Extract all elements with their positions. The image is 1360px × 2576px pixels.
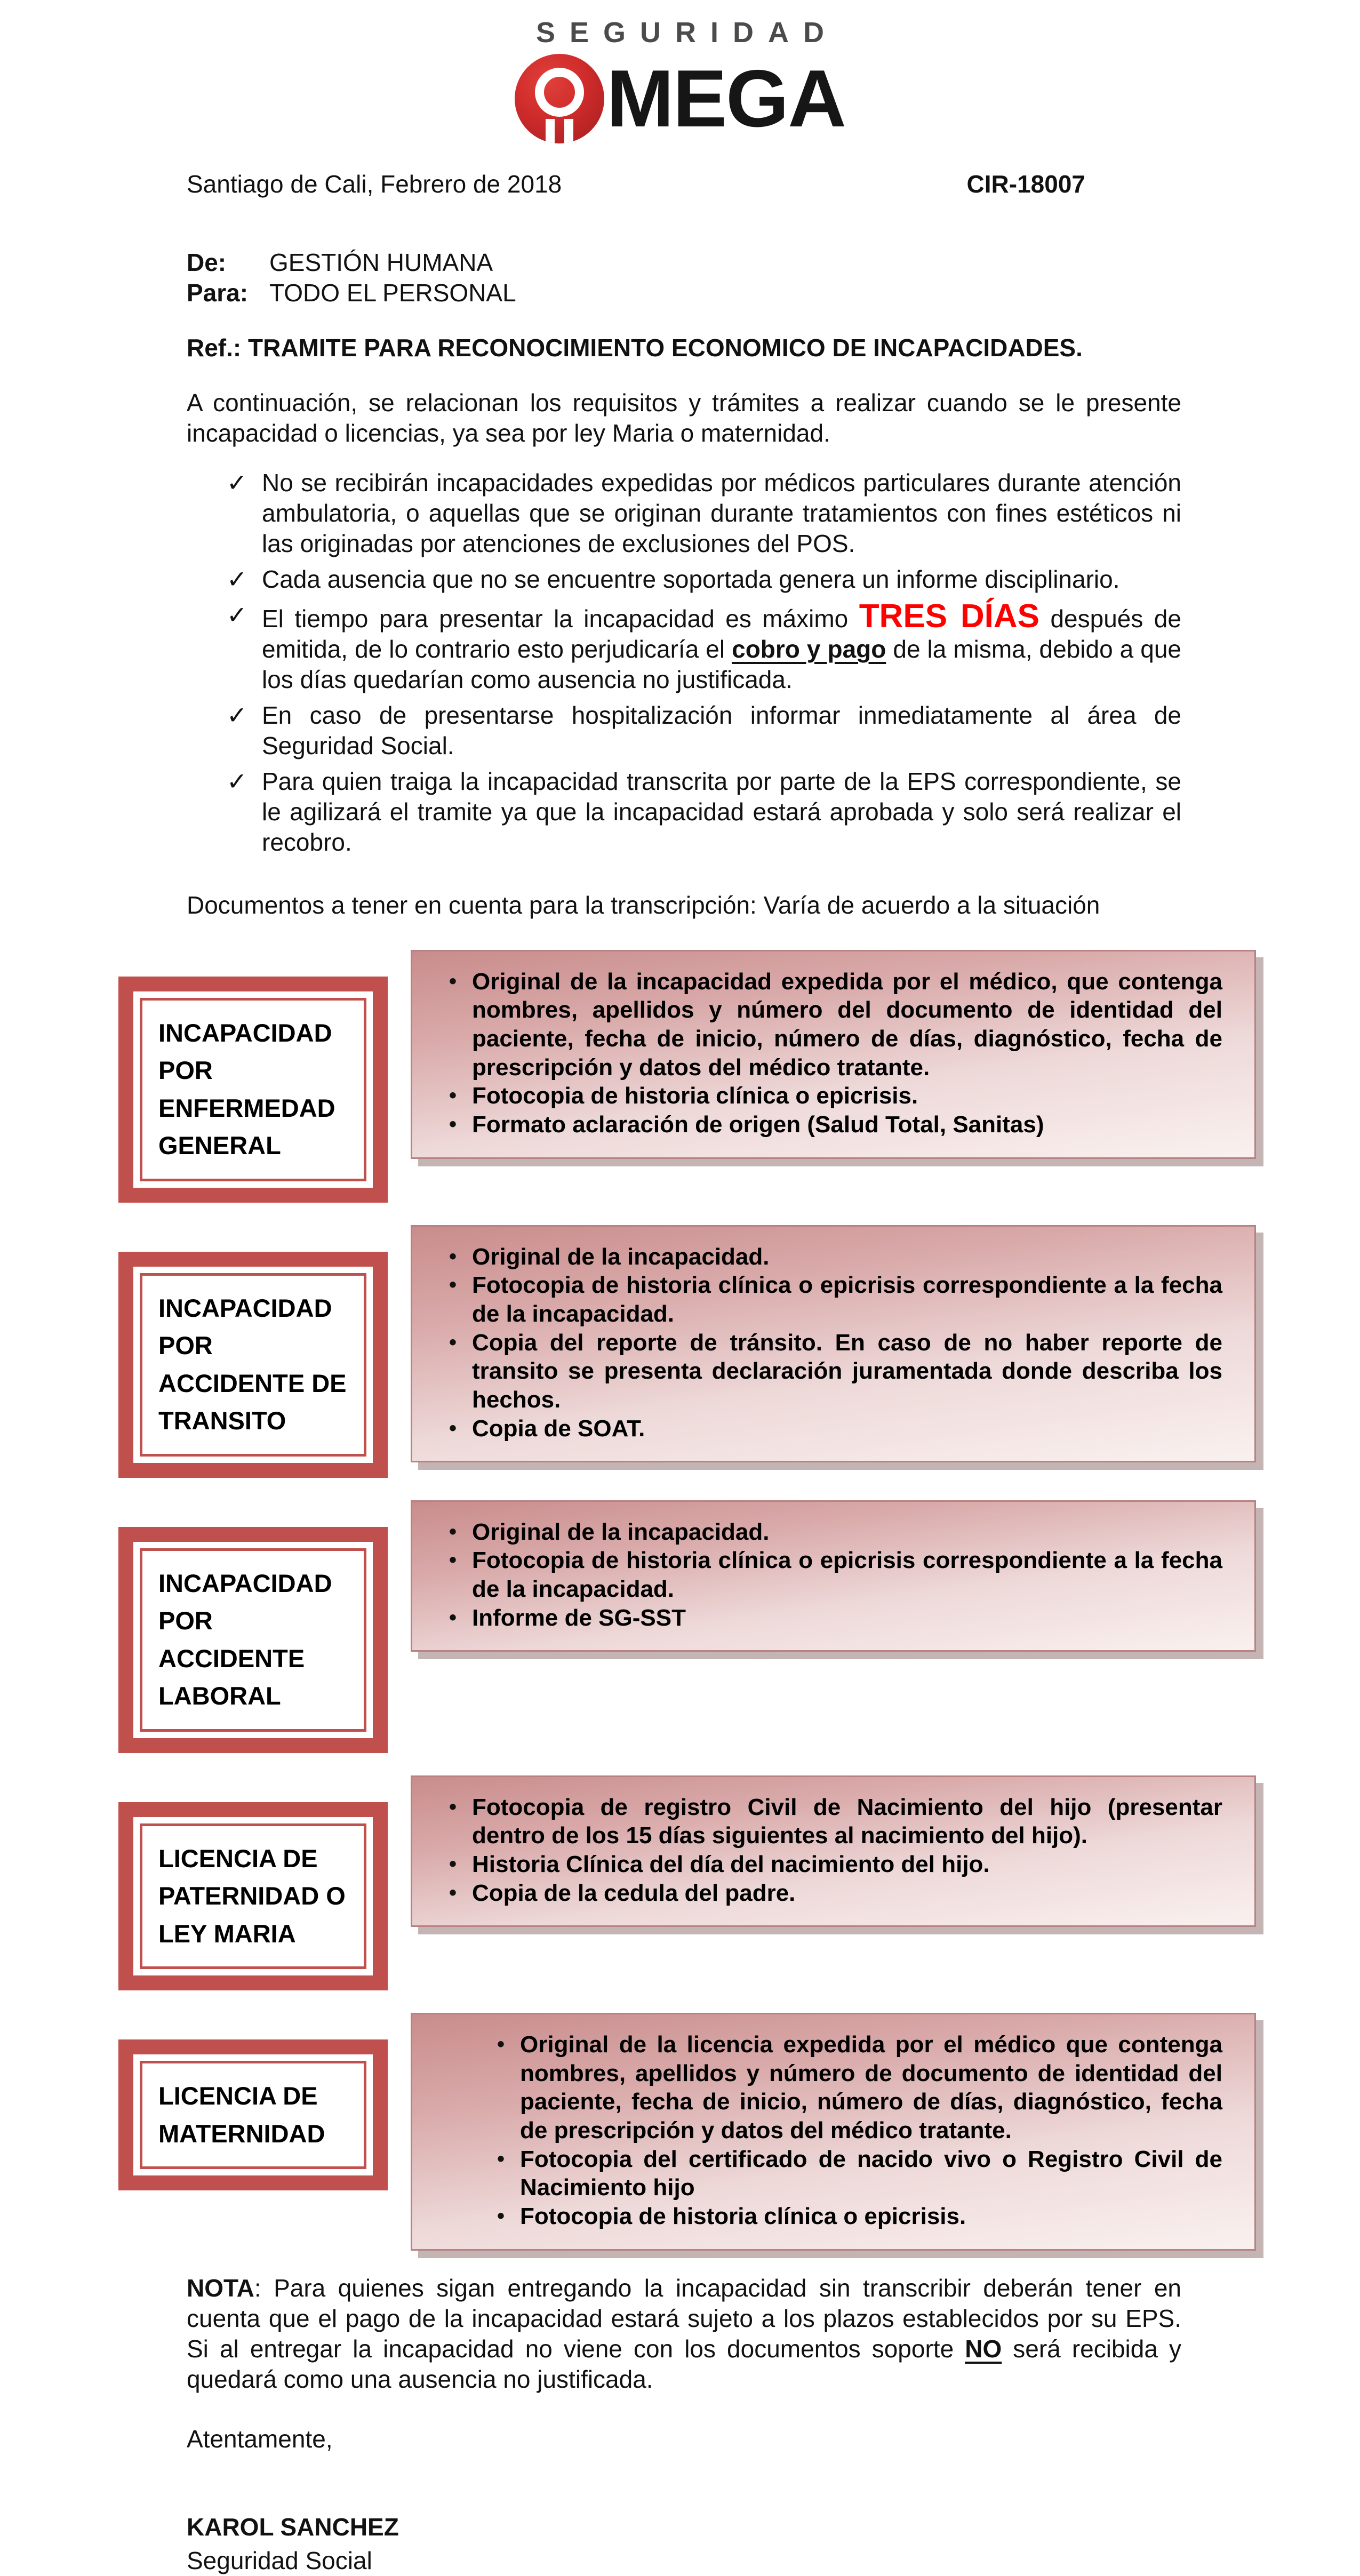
bullet-item (412, 2030, 1222, 2145)
checklist-item-segment: después de emitida, de lo contrario esto perjudicaría el (262, 605, 1181, 663)
checklist-item-segment: de la misma, debido a que los días quedarían como ausencia no justificada. (262, 635, 1182, 694)
checklist-item-text: No se recibirán incapacidades expedidas por médicos particulares durante atención ambulatoria, o aquellas que se originan durante tratamientos con fines estéticos ni las originadas por atenciones de exclusiones del POS. (262, 469, 1181, 558)
bullet-text: Copia de SOAT. (472, 1415, 645, 1442)
bullet-text: Copia de la cedula del padre. (472, 1879, 796, 1906)
bullet-dot-icon: • (449, 969, 457, 993)
section-row (118, 1775, 1360, 1991)
bullet-dot-icon: • (449, 1273, 457, 1297)
checklist-item-text: En caso de presentarse hospitalización informar inmediatamente al área de Seguridad Social. (262, 701, 1181, 760)
bullet-text: Historia Clínica del día del nacimiento del hijo. (472, 1851, 990, 1877)
bullet-item (412, 1414, 1222, 1443)
closing-line: Atentamente, (187, 2425, 333, 2453)
to-row (187, 278, 1181, 308)
section-row (118, 1500, 1360, 1753)
checklist-item-text: Para quien traiga la incapacidad transcrita por parte de la EPS correspondiente, se le agilizará el tramite ya que la incapacidad estará aprobada y solo será realizar el recobro. (262, 767, 1181, 857)
date-row (187, 169, 1181, 199)
bullet-item (412, 1879, 1222, 1908)
checklist-item-text (262, 600, 1181, 695)
requirements-box (411, 1775, 1256, 1927)
bullet-item (412, 1546, 1222, 1603)
checklist-item-segment: El tiempo para presentar la incapacidad es máximo (262, 605, 859, 633)
date-line: Santiago de Cali, Febrero de 2018 (187, 170, 562, 198)
three-days-highlight: TRES DÍAS (859, 598, 1040, 635)
bullet-text: Informe de SG-SST (472, 1604, 686, 1631)
from-value: GESTIÓN HUMANA (269, 248, 493, 276)
requirements-box (411, 1500, 1256, 1652)
brand-wordmark-bottom: MEGA (606, 53, 845, 144)
requirements-checklist (187, 468, 1181, 858)
reference-line: Ref.: TRAMITE PARA RECONOCIMIENTO ECONOMICO DE INCAPACIDADES. (187, 334, 1083, 362)
section-row (118, 950, 1360, 1203)
omega-leg-shape (546, 119, 555, 143)
checkmark-icon: ✓ (227, 601, 247, 629)
bullet-dot-icon: • (449, 1852, 457, 1876)
bullet-text: Fotocopia de historia clínica o epicrisis. (472, 1083, 918, 1109)
bullet-dot-icon: • (449, 1519, 457, 1543)
bullet-item (412, 1243, 1222, 1271)
section-row (118, 2013, 1360, 2251)
bullet-dot-icon: • (449, 1084, 457, 1108)
nota-paragraph (187, 2273, 1181, 2395)
signature-name: KAROL SANCHEZ (187, 2513, 399, 2541)
requirements-box (411, 950, 1256, 1159)
bullet-text: Copia del reporte de tránsito. En caso de no haber reporte de transito se presenta declaración juramentada donde describa los hechos. (472, 1329, 1222, 1413)
checklist-item (227, 564, 1181, 595)
category-sections (0, 950, 1360, 2251)
omega-leg-shape (564, 119, 573, 143)
category-label-box (118, 1252, 388, 1478)
documents-note: Documentos a tener en cuenta para la transcripción: Varía de acuerdo a la situación (187, 891, 1100, 919)
bullet-item (412, 2145, 1222, 2202)
bullet-dot-icon: • (449, 1795, 457, 1819)
bullet-text: Original de la incapacidad. (472, 1518, 770, 1545)
from-row (187, 247, 1181, 278)
requirements-box (411, 1225, 1256, 1463)
circular-number: CIR-18007 (966, 170, 1085, 198)
bullet-item (412, 1110, 1222, 1139)
cobro-pago-emphasis: cobro y pago (732, 635, 886, 663)
bullet-item (412, 1271, 1222, 1328)
bullet-text: Fotocopia de registro Civil de Nacimiento del hijo (presentar dentro de los 15 días siguientes al nacimiento del hijo). (472, 1794, 1222, 1849)
meta-block (187, 247, 1181, 308)
omega-ring-shape (535, 68, 584, 117)
category-label-box (118, 1527, 388, 1753)
bullet-item (412, 2202, 1222, 2231)
bullet-dot-icon: • (449, 1548, 457, 1572)
category-title: INCAPACIDAD POR ACCIDENTE DE TRANSITO (158, 1293, 347, 1435)
category-label-box (118, 1802, 388, 1991)
bullet-dot-icon: • (449, 1244, 457, 1268)
company-logo (515, 15, 845, 143)
bullet-dot-icon: • (449, 1416, 457, 1440)
signature-title: Seguridad Social (187, 2546, 372, 2574)
omega-icon (515, 54, 604, 143)
bullet-text: Original de la licencia expedida por el médico que contenga nombres, apellidos y número de documento de identidad del paciente, fecha de inicio, número de días, diagnóstico, fecha de prescripción y datos del médico tratante. (520, 2031, 1222, 2144)
to-value: TODO EL PERSONAL (269, 279, 516, 307)
bullet-item (412, 1604, 1222, 1633)
category-title: INCAPACIDAD POR ACCIDENTE LABORAL (158, 1569, 332, 1710)
nota-segment: : Para quienes sigan entregando la incapacidad sin transcribir deberán tener en cuenta que el pago de la incapacidad estará sujeto a los plazos establecidos por su EPS. Si al entregar la incapacidad no viene con los documentos soporte (187, 2274, 1181, 2363)
bullet-text: Fotocopia de historia clínica o epicrisis. (520, 2203, 966, 2230)
bullet-dot-icon: • (449, 1112, 457, 1136)
checklist-item (227, 468, 1181, 559)
bullet-item (412, 1518, 1222, 1547)
checkmark-icon: ✓ (227, 469, 247, 497)
no-emphasis: NO (965, 2334, 1002, 2363)
bullet-text: Original de la incapacidad. (472, 1243, 770, 1270)
bullet-dot-icon: • (449, 1881, 457, 1905)
bullet-item (412, 1329, 1222, 1414)
section-row (118, 1225, 1360, 1478)
nota-label: NOTA (187, 2274, 254, 2302)
bullet-item (412, 1082, 1222, 1110)
bullet-item (412, 1850, 1222, 1879)
nota-segment: será recibida y quedará como una ausencia no justificada. (187, 2334, 1181, 2393)
checklist-item (227, 766, 1181, 858)
checklist-item (227, 700, 1181, 761)
bullet-text: Fotocopia de historia clínica o epicrisis correspondiente a la fecha de la incapacidad. (472, 1547, 1222, 1602)
from-label: De: (187, 248, 227, 276)
bullet-dot-icon: • (449, 1605, 457, 1629)
category-title: LICENCIA DE MATERNIDAD (158, 2082, 325, 2148)
bullet-item (412, 967, 1222, 1082)
checklist-item-text: Cada ausencia que no se encuentre soportada genera un informe disciplinario. (262, 565, 1120, 594)
requirements-box (411, 2013, 1256, 2251)
bullet-item (412, 1793, 1222, 1850)
category-title: INCAPACIDAD POR ENFERMEDAD GENERAL (158, 1018, 335, 1160)
bullet-dot-icon: • (497, 2147, 505, 2171)
bullet-dot-icon: • (497, 2033, 505, 2057)
bullet-text: Formato aclaración de origen (Salud Total, Sanitas) (472, 1111, 1044, 1138)
bullet-text: Fotocopia del certificado de nacido vivo o Registro Civil de Nacimiento hijo (520, 2146, 1222, 2201)
bullet-text: Original de la incapacidad expedida por el médico, que contenga nombres, apellidos y número del documento de identidad del paciente, fecha de inicio, número de días, diagnóstico, fecha de prescripción y datos del médico tratante. (472, 968, 1222, 1081)
checkmark-icon: ✓ (227, 701, 247, 730)
category-label-box (118, 2039, 388, 2190)
brand-row (515, 54, 845, 143)
brand-wordmark-top: SEGURIDAD (535, 17, 839, 49)
to-label: Para: (187, 279, 249, 307)
intro-paragraph: A continuación, se relacionan los requisitos y trámites a realizar cuando se le presente incapacidad o licencias, ya sea por ley Maria o maternidad. (187, 389, 1181, 447)
checklist-item (227, 600, 1181, 695)
bullet-dot-icon: • (497, 2204, 505, 2228)
category-label-box (118, 977, 388, 1203)
bullet-dot-icon: • (449, 1330, 457, 1354)
category-title: LICENCIA DE PATERNIDAD O LEY MARIA (158, 1844, 346, 1948)
checkmark-icon: ✓ (227, 565, 247, 594)
checkmark-icon: ✓ (227, 767, 247, 796)
bullet-text: Fotocopia de historia clínica o epicrisis correspondiente a la fecha de la incapacidad. (472, 1272, 1222, 1327)
